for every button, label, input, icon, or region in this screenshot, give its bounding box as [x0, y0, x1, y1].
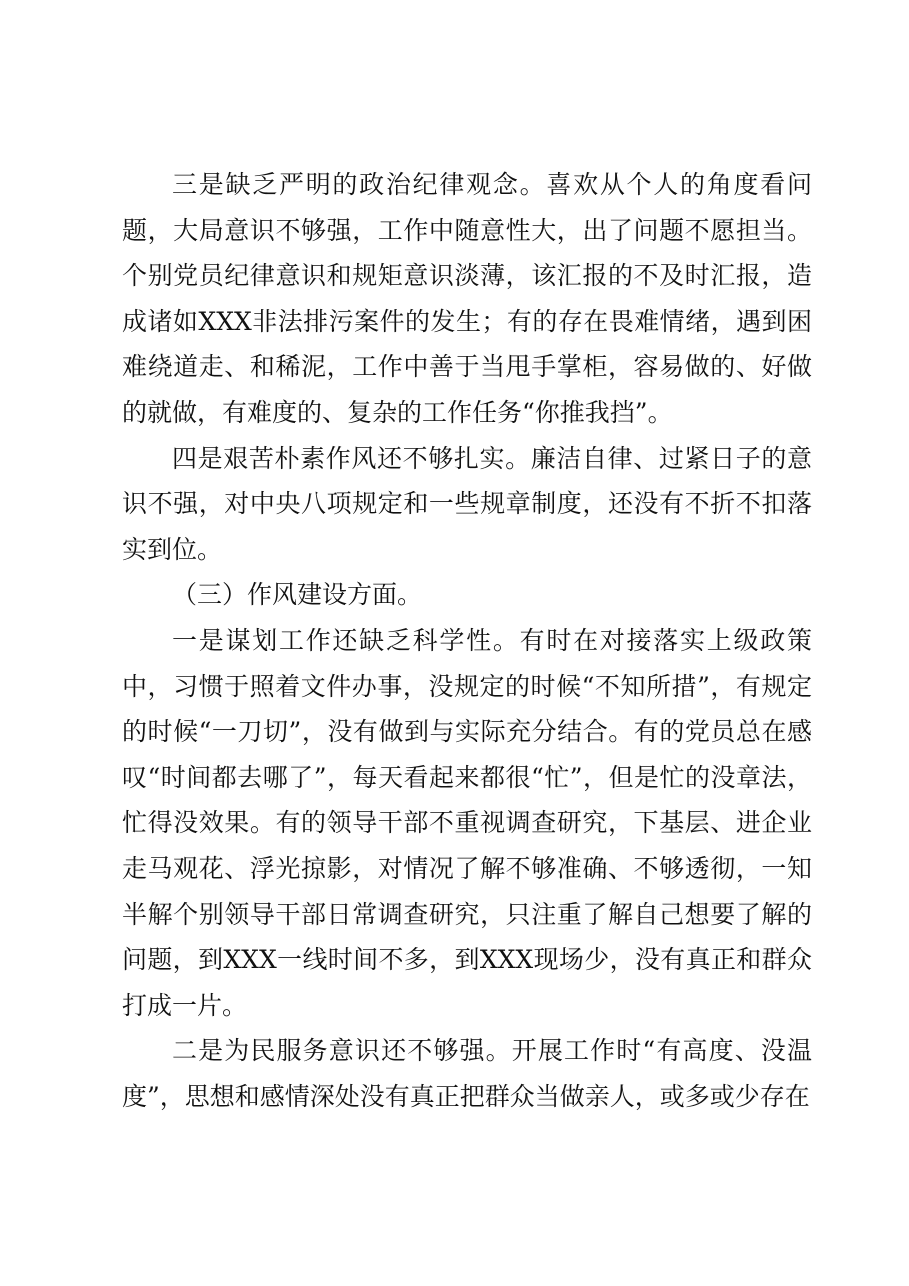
body-text	[122, 162, 812, 1119]
paragraph-service-awareness: 二是为民服务意识还不够强。开展工作时“有高度、没温度”，思想和感情深处没有真正把群众当做亲人，或多或少存在	[122, 1036, 812, 1111]
paragraph-frugal-style: 四是艰苦朴素作风还不够扎实。廉洁自律、过紧日子的意识不强，对中央八项规定和一些规章制度，还没有不折不扣落实到位。	[122, 443, 812, 564]
paragraph-planning-work: 一是谋划工作还缺乏科学性。有时在对接落实上级政策中，习惯于照着文件办事，没规定的时候“不知所措”，有规定的时候“一刀切”，没有做到与实际充分结合。有的党员总在感叹“时间都去哪了”，每天看起来都很“忙”，但是忙的没章法，忙得没效果。有的领导干部不重视调查研究，下基层、进企业走马观花、浮光掠影，对情况了解不够准确、不够透彻，一知半解个别领导干部日常调查研究，只注重了解自己想要了解的问题，到XXX一线时间不多，到XXX现场少，没有真正和群众打成一片。	[122, 625, 812, 1020]
paragraph-political-discipline: 三是缺乏严明的政治纪律观念。喜欢从个人的角度看问题，大局意识不够强，工作中随意性大，出了问题不愿担当。个别党员纪律意识和规矩意识淡薄，该汇报的不及时汇报，造成诸如XXX非法排污案件的发生；有的存在畏难情绪，遇到困难绕道走、和稀泥，工作中善于当甩手掌柜，容易做的、好做的就做，有难度的、复杂的工作任务“你推我挡”。	[122, 170, 812, 427]
section-heading-work-style: （三）作风建设方面。	[172, 580, 423, 610]
